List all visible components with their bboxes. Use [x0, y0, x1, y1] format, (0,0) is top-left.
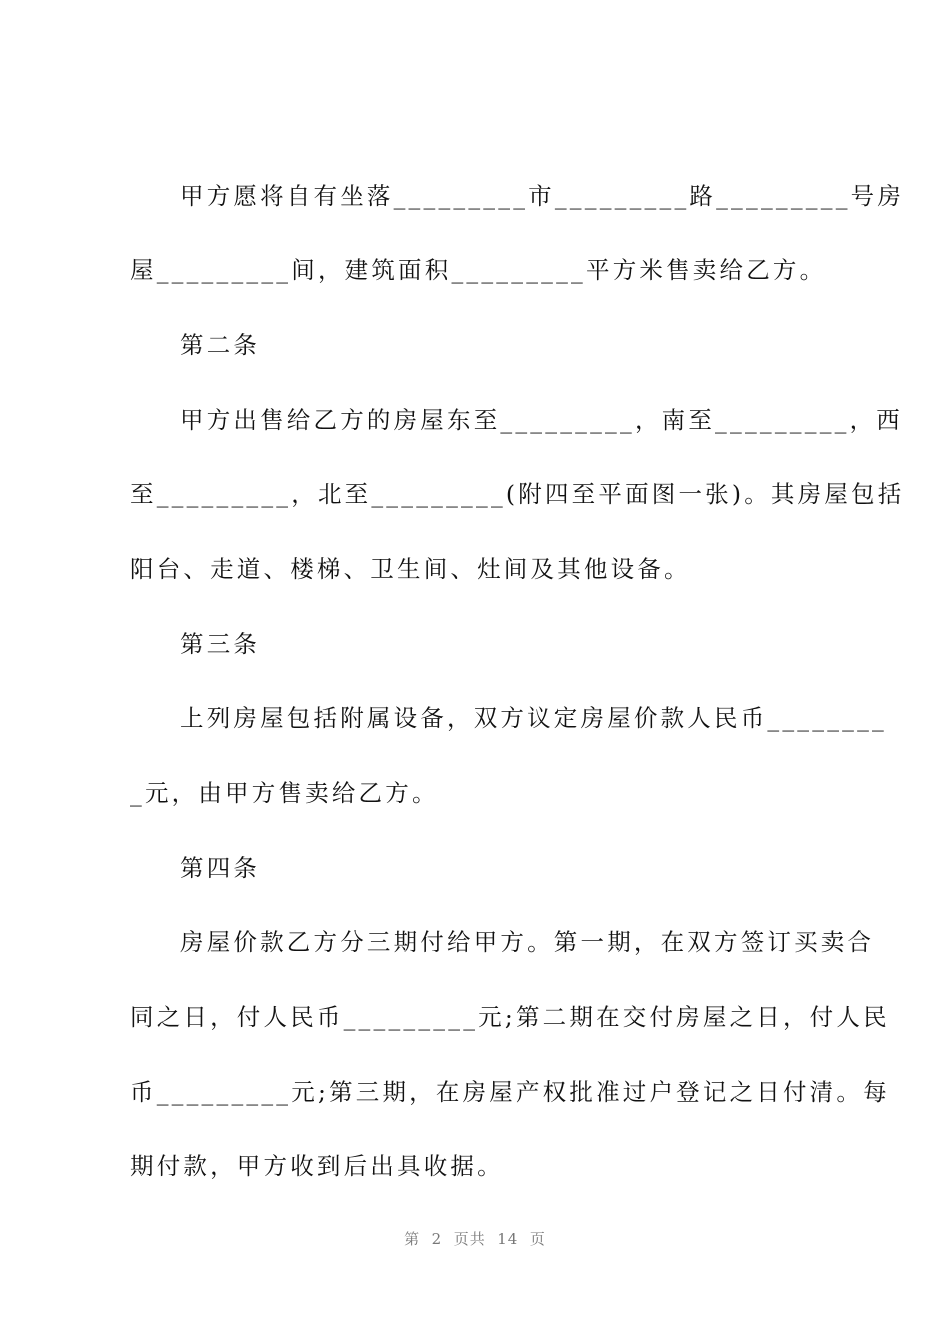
section-heading: 第三条 — [180, 630, 261, 658]
paragraph-line: 至_________，北至_________(附四至平面图一张)。其房屋包括 — [130, 480, 905, 508]
section-heading: 第二条 — [180, 331, 261, 359]
paragraph-line: 屋_________间，建筑面积_________平方米售卖给乙方。 — [130, 256, 827, 284]
paragraph-line: 甲方出售给乙方的房屋东至_________，南至_________，西 — [180, 406, 903, 434]
paragraph-line: 币_________元;第三期，在房屋产权批准过户登记之日付清。每 — [130, 1078, 890, 1106]
paragraph-line: _元，由甲方售卖给乙方。 — [130, 779, 439, 807]
paragraph-line: 同之日，付人民币_________元;第二期在交付房屋之日，付人民 — [130, 1003, 890, 1031]
paragraph-line: 甲方愿将自有坐落_________市_________路_________号房 — [180, 182, 905, 210]
page-number-footer: 第 2 页共 14 页 — [404, 1230, 546, 1248]
paragraph-line: 上列房屋包括附属设备，双方议定房屋价款人民币________ — [180, 704, 887, 732]
section-heading: 第四条 — [180, 854, 261, 882]
paragraph-line: 期付款，甲方收到后出具收据。 — [130, 1152, 504, 1180]
paragraph-line: 阳台、走道、楼梯、卫生间、灶间及其他设备。 — [130, 555, 691, 583]
paragraph-line: 房屋价款乙方分三期付给甲方。第一期，在双方签订买卖合 — [180, 928, 875, 956]
